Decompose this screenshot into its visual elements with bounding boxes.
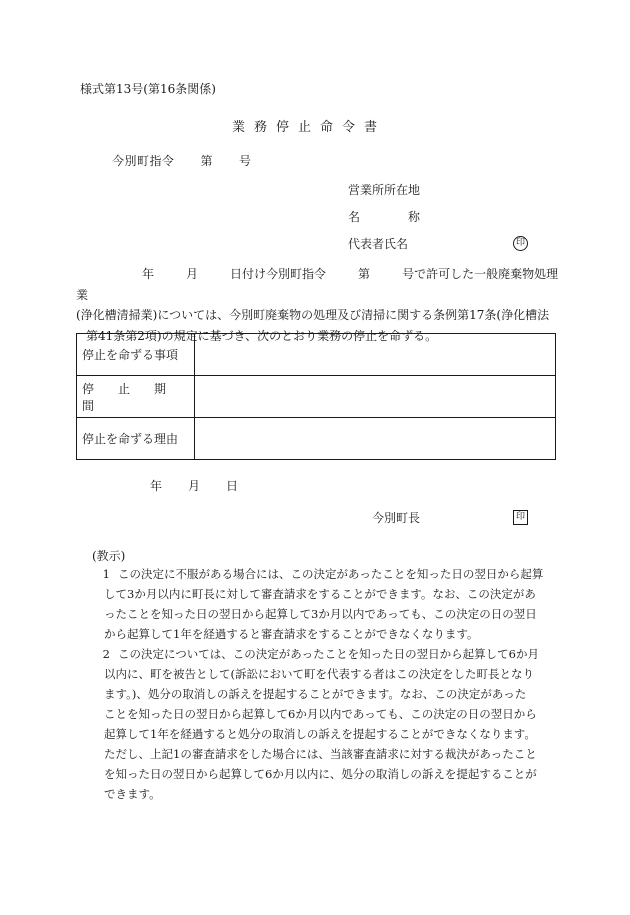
body-line-1: 年 月 日付け今別町指令 第 号で許可した一般廃棄物処理業 [76,267,559,302]
notice-item-2: 2 この決定については、この決定があったことを知った日の翌日から起算して6か月 以内に、町を被告として(訴訟において町を代表する者はこの決定をした町長となり ます。)、処分の取消しの訴えを提起することができます。なお、この決定があった ことを知った日の翌日から起算して6か月以内であっても、この決定の日の翌日から 起算して1年を経過すると処分の取消しの訴えを提起することができなくなります。 ただし、上記1の審査請求をした場合には、当該審査請求に対する裁決があったこと を知った日の翌日から起算して6か月以内に、処分の取消しの訴えを提起することが できます。 [80,644,556,804]
row-value [195,376,556,418]
issue-dai: 第 [200,154,214,168]
issue-date: 年 月 日 [150,479,239,493]
seal-mark: 印 [513,236,528,251]
notice-item-1: 1 この決定に不服がある場合には、この決定があったことを知った日の翌日から起算 して3か月以内に町長に対して審査請求をすることができます。なお、この決定があ ったことを知った日の翌日から起算して3か月以内であっても、この決定の日の翌日 から起算して1年を経過すると審査請求をすることができなくなります。 [80,564,556,644]
company-name-label: 名 称 [348,210,421,224]
issue-number-line [112,152,252,169]
table-row [77,334,556,376]
order-table [76,333,556,460]
notice-item-number: 1 [102,567,110,581]
table-row [77,376,556,418]
office-address-label: 営業所所在地 [348,183,421,197]
row-value [195,334,556,376]
notice-heading: (教示) [92,549,126,563]
issue-go: 号 [239,154,252,168]
table-row [77,418,556,460]
representative-seal [513,234,528,251]
seal-mark: 印 [513,510,528,525]
issue-prefix: 今別町指令 [112,154,175,168]
body-line-2: (浄化槽清掃業)については、今別町廃棄物の処理及び清掃に関する条例第17条(浄化槽法 [76,308,550,322]
row-label: 停止を命ずる理由 [77,418,195,460]
row-label: 停 止 期 間 [77,376,195,418]
form-number: 様式第13号(第16条関係) [80,82,216,96]
representative-label: 代表者氏名 [348,237,409,251]
notice-item-number: 2 [102,647,110,661]
mayor-seal [513,508,528,525]
body-line-3: 第41条第2項)の規定に基づき、次のとおり業務の停止を命ずる。 [86,328,438,343]
document-title: 業務停止命令書 [232,120,387,135]
row-value [195,418,556,460]
row-label: 停止を命ずる事項 [77,334,195,376]
mayor-title: 今別町長 [372,511,421,525]
